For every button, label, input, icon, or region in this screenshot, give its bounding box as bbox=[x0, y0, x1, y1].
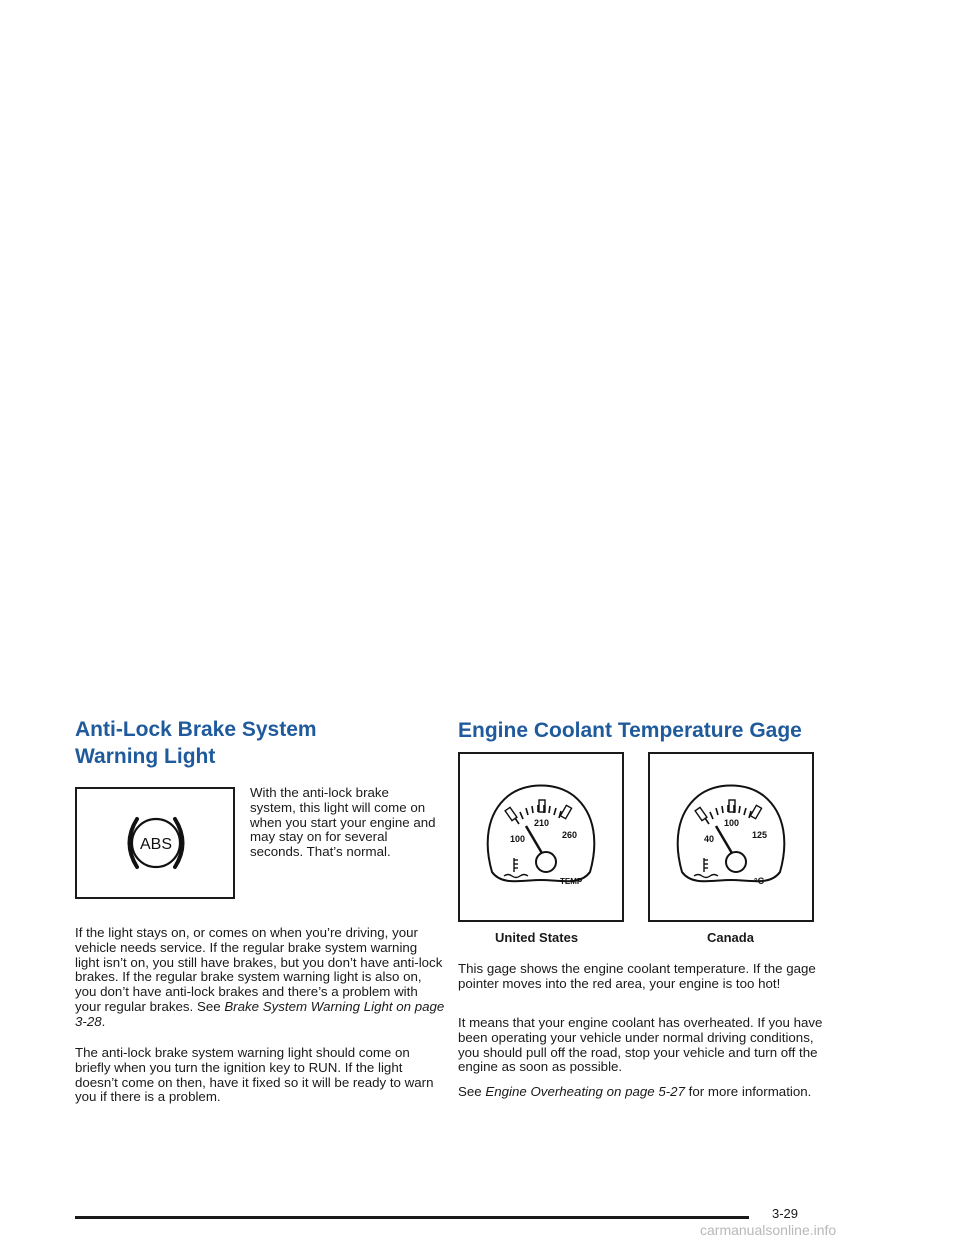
us-gage-low-label: 100 bbox=[510, 834, 526, 844]
canada-gage-low-label: 40 bbox=[704, 834, 715, 844]
canada-gage-figure bbox=[648, 752, 814, 922]
us-gage-caption: United States bbox=[495, 930, 579, 945]
coolant-paragraph-3-pre: See bbox=[458, 1084, 486, 1099]
abs-paragraph-2: The anti-lock brake system warning light should come on briefly when you turn the ignition key to RUN. If the light doesn’t come on then, have it fixed so it will be ready to warn you if there is a problem. bbox=[75, 1045, 434, 1105]
us-gage-hub bbox=[536, 852, 556, 872]
canada-gage-unit-label: °C bbox=[754, 876, 765, 886]
coolant-paragraph-3-post: for more information. bbox=[684, 1084, 812, 1099]
us-gage-temp-label: TEMP bbox=[560, 877, 583, 886]
abs-icon-text: ABS bbox=[139, 836, 173, 853]
us-gage-high-label: 260 bbox=[562, 830, 578, 840]
coolant-paragraph-1: This gage shows the engine coolant temperature. If the gage pointer moves into the red area, your engine is too hot! bbox=[458, 961, 816, 991]
canada-gage-caption: Canada bbox=[707, 930, 754, 945]
footer-rule bbox=[75, 1216, 749, 1219]
coolant-paragraph-2: It means that your engine coolant has overheated. If you have been operating your vehicle under normal driving conditions, you should pull off the road, stop your vehicle and turn off the engine as soon as possible. bbox=[458, 1015, 823, 1075]
abs-paragraph-1-end: . bbox=[101, 1013, 106, 1029]
engine-overheating-reference-link[interactable]: Engine Overheating on page 5-27 bbox=[485, 1084, 685, 1099]
coolant-section-title: Engine Coolant Temperature Gage bbox=[458, 719, 802, 742]
abs-section-title bbox=[75, 716, 435, 770]
canada-gage-mid-label: 100 bbox=[724, 818, 740, 828]
coolant-paragraph-3 bbox=[458, 1085, 830, 1100]
abs-warning-icon bbox=[77, 789, 233, 897]
page-number: 3-29 bbox=[772, 1206, 799, 1221]
abs-title-line2: Warning Light bbox=[75, 745, 216, 768]
us-gage-mid-label: 210 bbox=[534, 818, 550, 828]
abs-paragraph-1 bbox=[75, 926, 445, 1030]
coolant-temp-icon bbox=[504, 858, 528, 878]
abs-paragraph-1-text: If the light stays on, or comes on when you’re driving, your vehicle needs service. If the regular brake system warning light isn’t on, you still have brakes, but you don’t have anti-lock brakes. If the regular brake system warning light is also on, you don’t have anti-lock brakes and there’s a problem with your regular brakes. See bbox=[75, 925, 443, 1014]
canada-gage-hub bbox=[726, 852, 746, 872]
abs-title-line1: Anti-Lock Brake System bbox=[75, 718, 317, 741]
coolant-temp-icon bbox=[694, 858, 718, 878]
us-coolant-gage bbox=[460, 754, 622, 920]
abs-warning-light-figure bbox=[75, 787, 235, 899]
abs-intro-text: With the anti-lock brake system, this light will come on when you start your engine and may stay on for several seconds. That’s normal. bbox=[250, 785, 436, 860]
canada-coolant-gage bbox=[650, 754, 812, 920]
watermark: carmanualsonline.info bbox=[700, 1222, 837, 1238]
canada-gage-high-label: 125 bbox=[752, 830, 768, 840]
brake-warning-light-reference-link[interactable]: Brake System Warning Light on page 3-28 bbox=[75, 998, 445, 1029]
us-gage-figure bbox=[458, 752, 624, 922]
